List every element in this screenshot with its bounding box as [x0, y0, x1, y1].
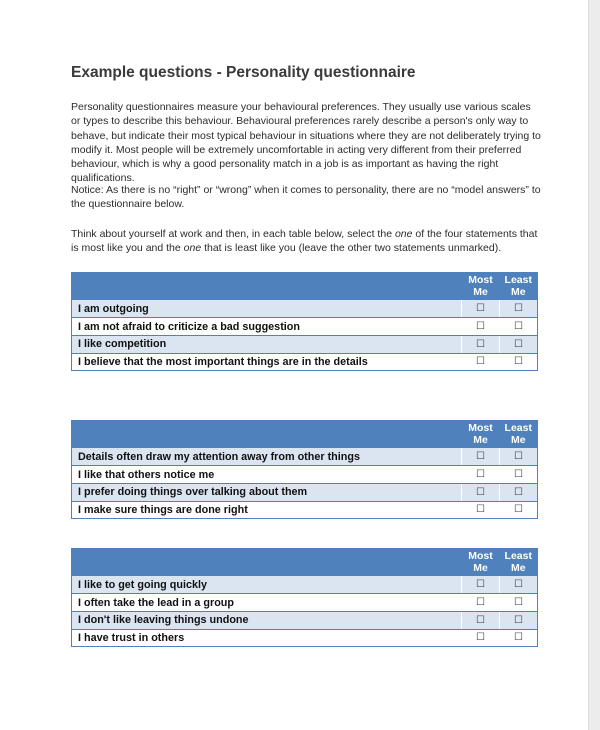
statement-label: I am outgoing — [72, 300, 462, 318]
table-row — [72, 483, 538, 501]
most-me-header: Most Me — [468, 422, 493, 446]
least-me-checkbox[interactable]: ☐ — [500, 501, 538, 519]
statement-label: I prefer doing things over talking about them — [72, 483, 462, 501]
most-me-header: Most Me — [468, 274, 493, 298]
least-me-checkbox[interactable]: ☐ — [500, 611, 538, 629]
statement-label: Details often draw my attention away from other things — [72, 448, 462, 466]
most-me-checkbox[interactable]: ☐ — [462, 448, 500, 466]
scrollbar-track[interactable] — [589, 0, 600, 730]
table-row — [72, 594, 538, 612]
table-row — [72, 576, 538, 594]
intro-paragraph: Personality questionnaires measure your behavioural preferences. They usually use various scales or types to describe this behaviour. Behavioural preferences rarely describe a person's only way to behave, but indicate their most typical behaviour in situations where they are not deliberately trying to modify it. Most people will be extremely uncomfortable in acting very different from their preferred behaviour, which is why a good personality match in a job is as important as having the right qualifications. — [71, 101, 541, 185]
most-me-checkbox[interactable]: ☐ — [462, 318, 500, 336]
statement-header — [72, 272, 462, 300]
statement-label: I make sure things are done right — [72, 501, 462, 519]
statement-header — [72, 420, 462, 448]
least-me-header: Least Me — [504, 550, 532, 574]
least-me-checkbox[interactable]: ☐ — [500, 335, 538, 353]
table-row — [72, 335, 538, 353]
table-row — [72, 466, 538, 484]
least-me-checkbox[interactable]: ☐ — [500, 594, 538, 612]
statement-label: I like competition — [72, 335, 462, 353]
most-me-checkbox[interactable]: ☐ — [462, 576, 500, 594]
most-me-header: Most Me — [468, 550, 493, 574]
table-row — [72, 611, 538, 629]
statement-label: I don't like leaving things undone — [72, 611, 462, 629]
statement-label: I like to get going quickly — [72, 576, 462, 594]
table-row — [72, 318, 538, 336]
least-me-checkbox[interactable]: ☐ — [500, 629, 538, 647]
least-me-checkbox[interactable]: ☐ — [500, 300, 538, 318]
most-me-checkbox[interactable]: ☐ — [462, 611, 500, 629]
least-me-checkbox[interactable]: ☐ — [500, 353, 538, 371]
most-me-checkbox[interactable]: ☐ — [462, 300, 500, 318]
least-me-checkbox[interactable]: ☐ — [500, 483, 538, 501]
least-me-header: Least Me — [504, 422, 532, 446]
statement-label: I often take the lead in a group — [72, 594, 462, 612]
statement-header — [72, 548, 462, 576]
table-row — [72, 629, 538, 647]
least-me-checkbox[interactable]: ☐ — [500, 318, 538, 336]
most-me-checkbox[interactable]: ☐ — [462, 353, 500, 371]
instruction-paragraph: Think about yourself at work and then, in each table below, select the one of the four statements that is most like you and the one that is least like you (leave the other two statements unmarked). — [71, 228, 538, 255]
most-me-checkbox[interactable]: ☐ — [462, 501, 500, 519]
statement-label: I have trust in others — [72, 629, 462, 647]
statement-table-2 — [71, 420, 538, 519]
least-me-checkbox[interactable]: ☐ — [500, 466, 538, 484]
least-me-checkbox[interactable]: ☐ — [500, 448, 538, 466]
page-title: Example questions - Personality questionnaire — [71, 64, 416, 81]
table-row — [72, 501, 538, 519]
statement-table-3 — [71, 548, 538, 647]
statement-table-1 — [71, 272, 538, 371]
most-me-checkbox[interactable]: ☐ — [462, 335, 500, 353]
notice-paragraph: Notice: As there is no “right” or “wrong” when it comes to personality, there are no “model answers” to the questionnaire below. — [71, 184, 541, 211]
most-me-checkbox[interactable]: ☐ — [462, 483, 500, 501]
most-me-checkbox[interactable]: ☐ — [462, 466, 500, 484]
table-row — [72, 353, 538, 371]
statement-label: I like that others notice me — [72, 466, 462, 484]
most-me-checkbox[interactable]: ☐ — [462, 594, 500, 612]
statement-label: I am not afraid to criticize a bad suggestion — [72, 318, 462, 336]
statement-label: I believe that the most important things are in the details — [72, 353, 462, 371]
most-me-checkbox[interactable]: ☐ — [462, 629, 500, 647]
least-me-checkbox[interactable]: ☐ — [500, 576, 538, 594]
table-row — [72, 300, 538, 318]
table-row — [72, 448, 538, 466]
least-me-header: Least Me — [504, 274, 532, 298]
